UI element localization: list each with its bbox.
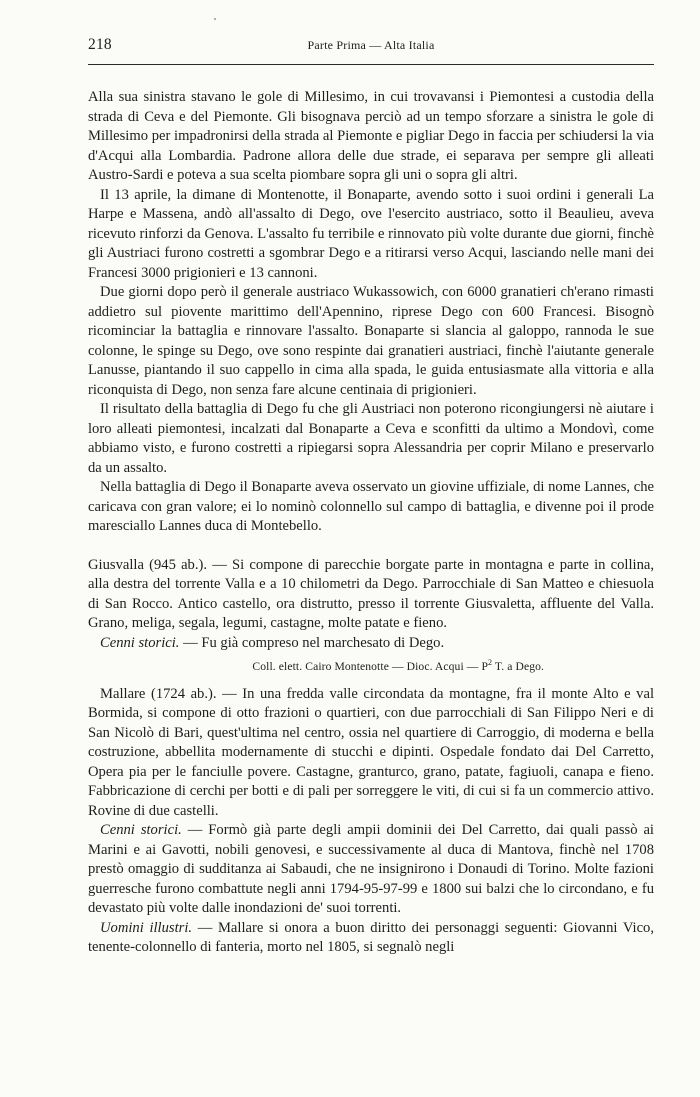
paragraph: Il risultato della battaglia di Dego fu che gli Austriaci non poterono ricongiungersi nè aiutare i loro alleati piemontesi, incalzati dal Bonaparte a Ceva e sconfitti da ultimo a Mondovì, come abbiamo visto, e furono costretti a ripiegarsi sopra Alessandria per coprir Milano e preservarlo da un assalto.	[88, 401, 654, 476]
page-body	[88, 88, 654, 958]
admin-note-tail: T. a Dego.	[492, 659, 544, 673]
paper-speck	[214, 18, 216, 20]
header-rule	[88, 64, 654, 65]
paragraph: Alla sua sinistra stavano le gole di Millesimo, in cui trovavansi i Piemontesi a custodia della strada di Ceva e del Piemonte. Gli bisognava perciò ad un tempo sforzare a sinistra le gole di Millesimo per impadronirsi della strada al Piemonte e pigliar Dego in faccia per schiudersi la via d'Acqui alla Lombardia. Padrone allora delle due strade, ei separava per sempre gli alleati Austro-Sardi e poteva a sua scelta piombare sopra gli uni o sopra gli altri.	[88, 89, 654, 183]
cenni-label: Cenni storici.	[100, 822, 182, 839]
page-number: 218	[88, 36, 112, 53]
section-mallare	[88, 685, 654, 958]
uomini-text: — Mallare si onora a buon diritto dei personaggi seguenti: Giovanni Vico, tenente-colonnello di fanteria, morto nel 1805, si segnalò negli	[88, 919, 654, 956]
cenni-text: — Fu già compreso nel marchesato di Dego.	[179, 634, 445, 651]
section-spacer	[88, 676, 654, 685]
admin-note	[88, 653, 654, 676]
running-title: Parte Prima — Alta Italia	[307, 38, 435, 52]
cenni-storici	[88, 634, 654, 654]
page-header	[88, 36, 654, 60]
section-giusvalla	[88, 556, 654, 676]
paragraph: Due giorni dopo però il generale austriaco Wukassowich, con 6000 granatieri ch'erano rimasti addietro sul piovente marittimo dell'Apennino, riprese Dego con 600 Francesi. Bisognò ricominciar la battaglia e rinnovare l'assalto. Bonaparte si slancia al galoppo, rannoda le sue colonne, le spinge su Dego, ove sono respinte dai granatieri austriaci, finchè l'aiutante generale Lanusse, piantando il suo cappello in cima alla spada, le guida entusiasmate alla vittoria e alla riconquista di Dego, non senza fare alcune centinaia di prigionieri.	[88, 284, 654, 398]
paragraph: Mallare (1724 ab.). — In una fredda valle circondata da montagne, fra il monte Alto e val Bormida, si compone di otto frazioni o quartieri, con due parrocchiali di San Filippo Neri e di San Nicolò di Bari, quest'ultima nel centro, ossia nel quartiere di Carroggio, di moderna e bella costruzione, abbellita modernamente di stucchi e dipinti. Ospedale fondato dai Del Carretto, Opera pia per le fanciulle povere. Castagne, granturco, grano, patate, fagiuoli, canapa e fieno. Fabbricazione di cerchi per botti e di pali per sorreggere le viti, di cui si fa un commercio attivo. Rovine di due castelli.	[88, 685, 654, 819]
uomini-illustri	[88, 919, 654, 958]
cenni-storici	[88, 821, 654, 919]
section-spacer	[88, 537, 654, 556]
admin-note-sup: 2	[488, 658, 493, 667]
paragraph: Giusvalla (945 ab.). — Si compone di parecchie borgate parte in montagna e parte in collina, alla destra del torrente Valla e a 10 chilometri da Dego. Parrocchiale di San Matteo e chiesuola di San Rocco. Antico castello, ora distrutto, presso il torrente Giusvaletta, affluente del Valla. Grano, meliga, segala, legumi, castagne, molte patate e fieno.	[88, 556, 654, 631]
section-dego	[88, 88, 654, 537]
paragraph: Nella battaglia di Dego il Bonaparte aveva osservato un giovine uffiziale, di nome Lannes, che caricava con gran valore; ei lo nominò colonnello sul campo di battaglia, e divenne poi il prode maresciallo Lannes duca di Montebello.	[88, 479, 654, 534]
admin-note-main: Coll. elett. Cairo Montenotte — Dioc. Acqui — P	[252, 659, 489, 673]
paragraph: Il 13 aprile, la dimane di Montenotte, il Bonaparte, avendo sotto i suoi ordini i generali La Harpe e Massena, andò all'assalto di Dego, ove l'esercito austriaco, sotto il Beaulieu, aveva ricevuto rinforzi da Genova. L'assalto fu terribile e rinnovato più volte durante due giorni, finchè gli Austriaci furono costretti a sgombrar Dego e a ritirarsi verso Acqui, lasciando nelle mani dei Francesi 3000 prigionieri e 13 cannoni.	[88, 186, 654, 281]
cenni-label: Cenni storici.	[100, 634, 180, 651]
cenni-text: — Formò già parte degli ampii dominii dei Del Carretto, dai quali passò ai Marini e ai Gavotti, nobili genovesi, e successivamente al duca di Mantova, finchè nel 1708 prestò omaggio di sudditanza ai Sabaudi, che ne insignirono i Donaudi di Torino. Molte fazioni guerresche furono combattute negli anni 1794-95-97-99 e 1800 sui balzi che lo circondano, e fu devastato più volte dalle inondazioni de' suoi torrenti.	[88, 822, 654, 917]
uomini-label: Uomini illustri.	[100, 919, 193, 936]
